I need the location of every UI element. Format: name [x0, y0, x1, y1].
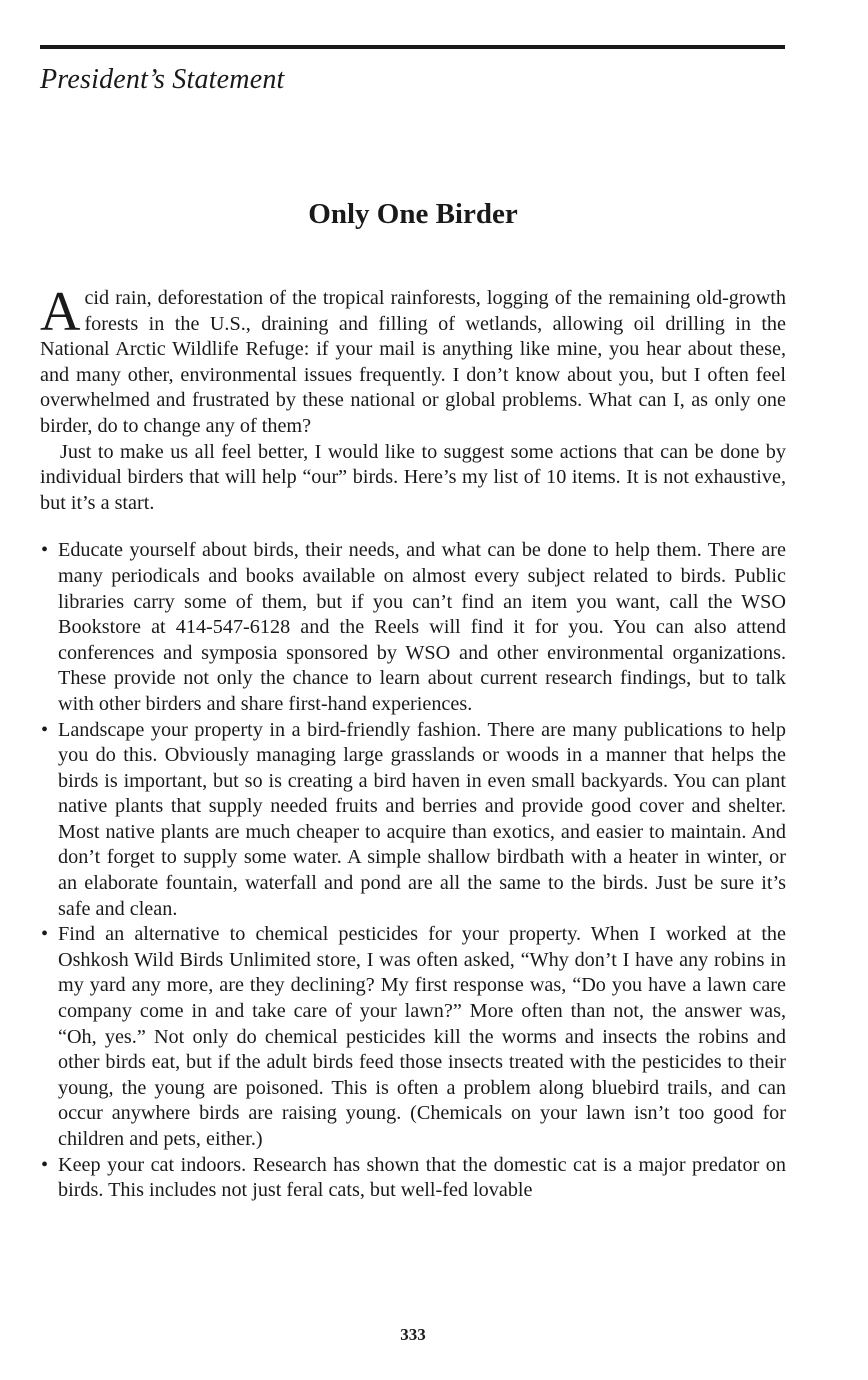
- article-title: Only One Birder: [308, 198, 518, 230]
- action-list: [40, 538, 786, 1203]
- article-body: [40, 281, 786, 1204]
- bullet-icon: •: [41, 539, 49, 562]
- header-rule: [40, 45, 785, 49]
- list-item: [40, 922, 786, 1152]
- bullet-icon: •: [41, 1153, 49, 1176]
- list-item-text: Keep your cat indoors. Research has shown that the domestic cat is a major predator on birds. This includes not just feral cats, but well-fed lovable: [58, 1153, 786, 1202]
- list-item: [40, 538, 786, 717]
- intro-paragraph: Acid rain, deforestation of the tropical rainforests, logging of the remaining old-growth forests in the U.S., draining and filling of wetlands, allowing oil drilling in the National Arctic Wildlife Refuge: if your mail is anything like mine, you hear about these, and many other, environmental issues frequently. I don’t know about you, but I often feel overwhelmed and frustrated by these national or global problems. What can I, as only one birder, do to change any of them?: [40, 281, 786, 437]
- section-title: President’s Statement: [40, 64, 285, 95]
- list-item: [40, 718, 786, 923]
- bullet-icon: •: [41, 923, 49, 946]
- bullet-icon: •: [41, 718, 49, 741]
- list-item-text: Find an alternative to chemical pesticides for your property. When I worked at the Oshkosh Wild Birds Unlimited store, I was often asked, “Why don’t I have any robins in my yard any more, are they declining? My first response was, “Do you have a lawn care company come in and take care of your lawn?” More often than not, the answer was, “Oh, yes.” Not only do chemical pesticides kill the worms and insects the robins and other birds eat, but if the adult birds feed those insects treated with the pesticides to their young, the young are poisoned. This is often a problem along bluebird trails, and can occur anywhere birds are raising young. (Chemicals on your lawn isn’t too good for children and pets, either.): [58, 923, 786, 1150]
- page-number: 333: [400, 1325, 426, 1344]
- list-item-text: Educate yourself about birds, their needs, and what can be done to help them. There are many periodicals and books available on almost every subject related to birds. Public libraries carry some of them, but if you can’t find an item you want, call the WSO Bookstore at 414-547-6128 and the Reels will find it for you. You can also attend conferences and symposia sponsored by WSO and other environmental organizations. These provide not only the chance to learn about current research findings, but to talk with other birders and share first-hand experiences.: [58, 539, 786, 715]
- list-item-text: Landscape your property in a bird-friendly fashion. There are many publications to help you do this. Obviously managing large grasslands or woods in a manner that helps the birds is important, but so is creating a bird haven in even small backyards. You can plant native plants that supply needed fruits and berries and provide good cover and shelter. Most native plants are much cheaper to acquire than exotics, and easier to maintain. And don’t forget to supply some water. A simple shallow birdbath with a heater in winter, or an elaborate fountain, waterfall and pond are all the same to the birds. Just be sure it’s safe and clean.: [58, 718, 786, 920]
- list-item: [40, 1153, 786, 1204]
- intro-paragraph: Just to make us all feel better, I would like to suggest some actions that can be done by individual birders that will help “our” birds. Here’s my list of 10 items. It is not exhaustive, but it’s a start.: [40, 440, 786, 514]
